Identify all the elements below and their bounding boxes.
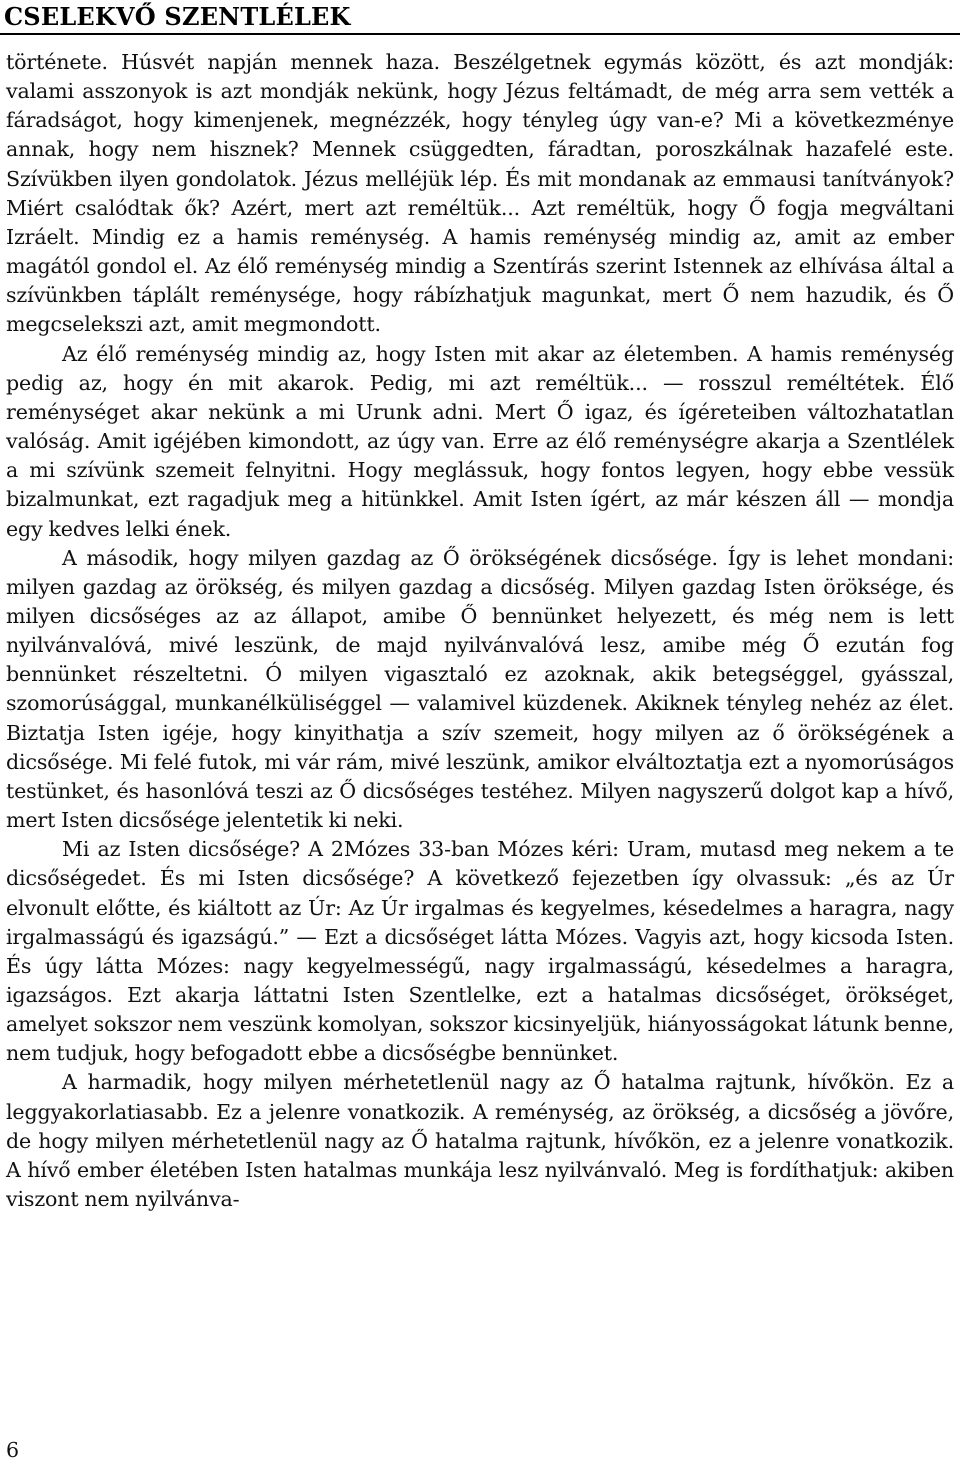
body-text <box>6 48 954 1214</box>
paragraph-3: A második, hogy milyen gazdag az Ő örökségének dicsősége. Így is lehet mondani: milyen gazdag az örökség, és milyen gazdag a dicsőség. Milyen gazdag Isten öröksége, és milyen dicsőséges az az állapot, amibe Ő bennünket helyezett, és még nem is lett nyilvánvalóvá, mivé leszünk, de majd nyilvánvalóvá lesz, amibe még Ő ezután fog bennünket részeltetni. Ó milyen vigasztaló ez azoknak, akik betegséggel, gyásszal, szomorúsággal, munkanélküliséggel — valamivel küzdenek. Akiknek tényleg nehéz az élet. Biztatja Isten igéje, hogy kinyithatja a szív szemeit, hogy milyen az ő örökségének a dicsősége. Mi felé futok, mi vár rám, mivé leszünk, amikor elváltoztatja ezt a nyomorúságos testünket, és hasonlóvá teszi az Ő dicsőséges testéhez. Milyen nagyszerű dolgot kap a hívő, mert Isten dicsősége jelentetik ki neki. <box>6 545 954 833</box>
paragraph-1: története. Húsvét napján mennek haza. Beszélgetnek egymás között, és azt mondják: valami asszonyok is azt mondják nekünk, hogy Jézus feltámadt, de még arra sem vették a fáradságot, hogy kimenjenek, megnézzék, hogy tényleg úgy van-e? Mi a következménye annak, hogy nem hisznek? Mennek csüggedten, fáradtan, poroszkálnak hazafelé este. Szívükben ilyen gondolatok. Jézus melléjük lép. És mit mondanak az emmausi tanítványok? Miért csalódtak ők? Azért, mert azt reméltük... Azt reméltük, hogy Ő fogja megváltani Izráelt. Mindig ez a hamis reménység. A hamis reménység mindig az, amit az ember magától gondol el. Az élő reménység mindig a Szentírás szerint Istennek az elhívása által a szívünkben táplált reménysége, hogy rábízhatjuk magunkat, mert Ő nem hazudik, és Ő megcselekszi azt, amit megmondott. <box>6 50 954 337</box>
paragraph-2: Az élő reménység mindig az, hogy Isten mit akar az életemben. A hamis reménység pedig az, hogy én mit akarok. Pedig, mi azt reméltük... — rosszul reméltétek. Élő reménységet akar nekünk a mi Urunk adni. Mert Ő igaz, és ígéreteiben változhatatlan valóság. Amit igéjében kimondott, az úgy van. Erre az élő reménységre akarja a Szentlélek a mi szívünk szemeit felnyitni. Hogy meglássuk, hogy fontos legyen, hogy ebbe vessük bizalmunkat, ezt ragadjuk meg a hitünkkel. Amit Isten ígért, az már készen áll — mondja egy kedves lelki ének. <box>6 341 954 541</box>
paragraph-5: A harmadik, hogy milyen mérhetetlenül nagy az Ő hatalma rajtunk, hívőkön. Ez a leggyakorlatiasabb. Ez a jelenre vonatkozik. A reménység, az örökség, a dicsőség a jövőre, de hogy milyen mérhetetlenül nagy az Ő hatalma rajtunk, hívőkön, ez a jelenre vonatkozik. A hívő ember életében Isten hatalmas munkája lesz nyilvánvaló. Meg is fordíthatjuk: akiben viszont nem nyilvánva- <box>6 1070 954 1212</box>
paragraph-4: Mi az Isten dicsősége? A 2Mózes 33-ban Mózes kéri: Uram, mutasd meg nekem a te dicsőségedet. És mi Isten dicsősége? A következő fejezetben így olvassuk: „és az Úr elvonult előtte, és kiáltott az Úr: Az Úr irgalmas és kegyelmes, késedelmes a haragra, nagy irgalmasságú és igazságú.” — Ezt a dicsőséget látta Mózes. Vagyis azt, hogy kicsoda Isten. És úgy látta Mózes: nagy kegyelmességű, nagy irgalmasságú, késedelmes a haragra, igazságos. Ezt akarja láttatni Isten Szentlelke, ezt a hatalmas dicsőséget, örökséget, amelyet sokszor nem veszünk komolyan, sokszor kicsinyeljük, hiányosságokat látunk benne, nem tudjuk, hogy befogadott ebbe a dicsőségbe bennünket. <box>6 837 954 1066</box>
page-number: 6 <box>6 1438 20 1462</box>
running-header-title: CSELEKVŐ SZENTLÉLEK <box>4 2 351 31</box>
header-divider <box>0 33 960 35</box>
